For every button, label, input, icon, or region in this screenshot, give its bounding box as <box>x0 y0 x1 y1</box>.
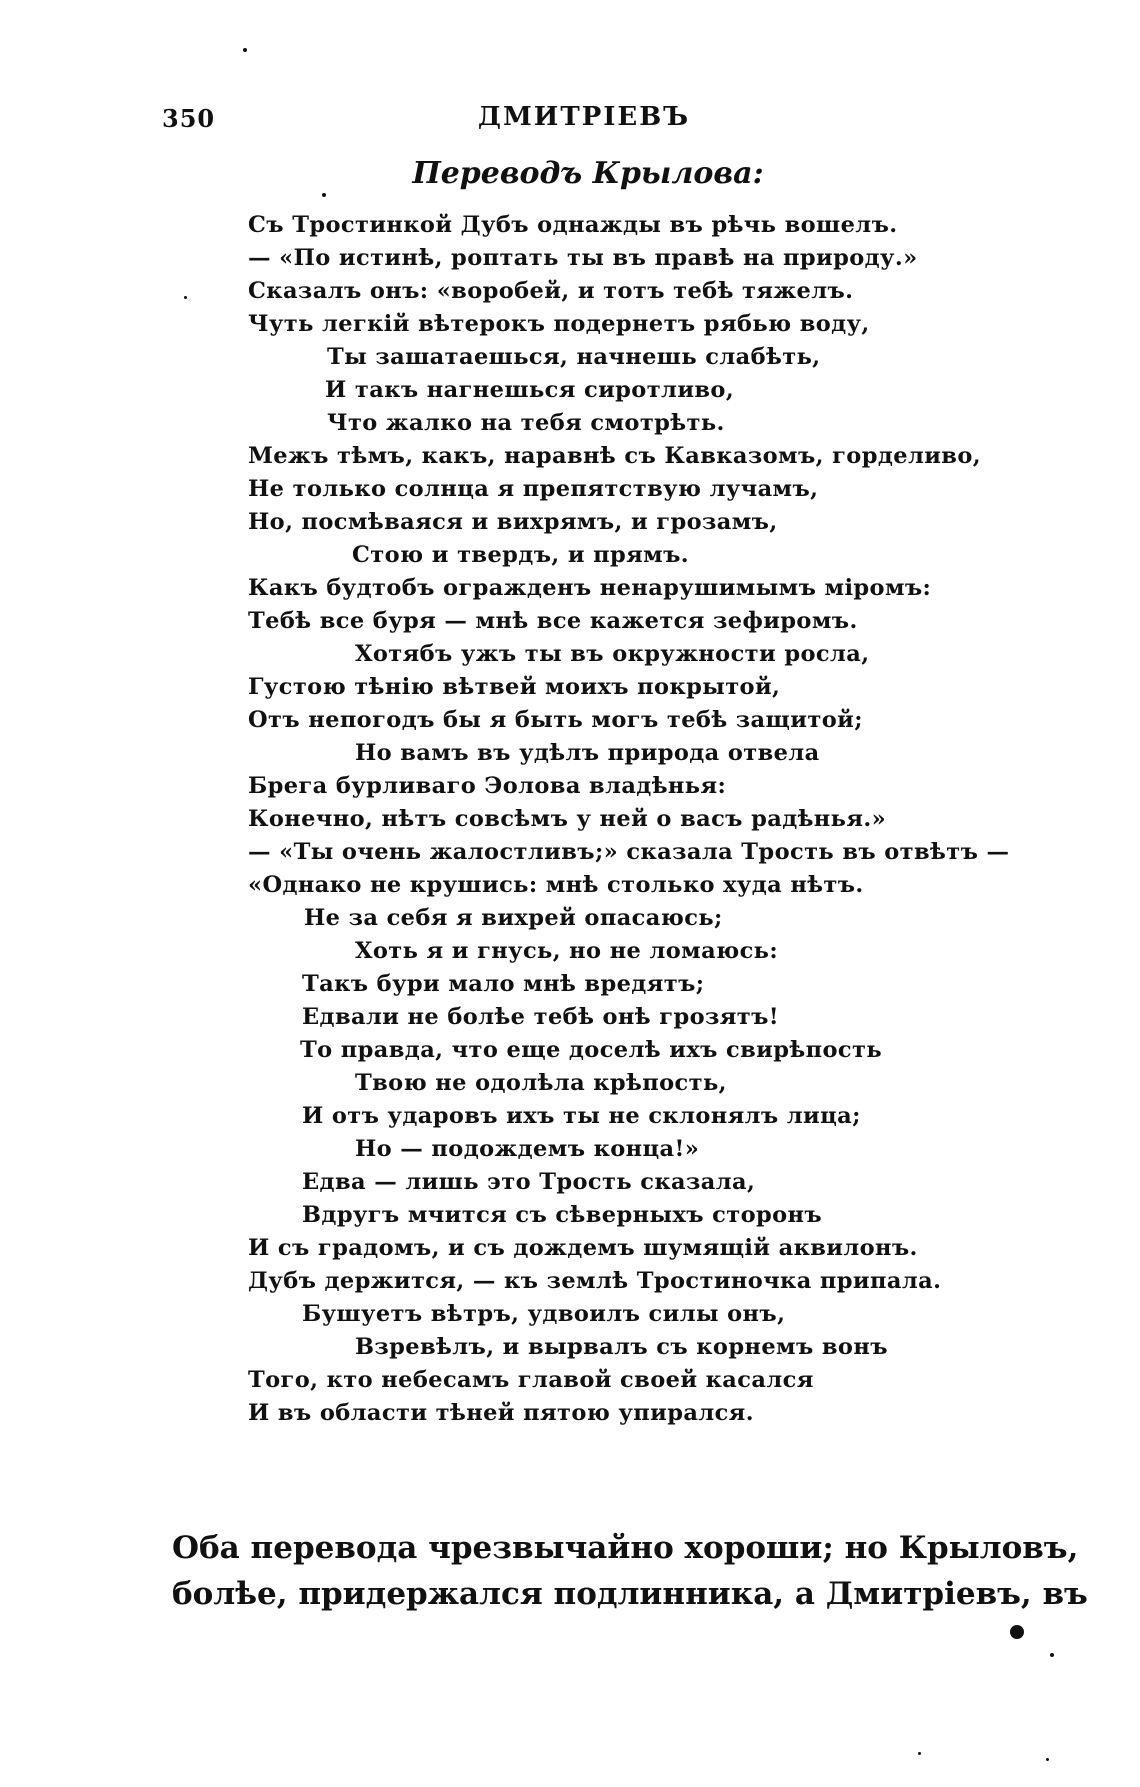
ink-speck <box>918 1752 921 1755</box>
running-title-text: ДМИТРІЕВЪ <box>477 102 691 132</box>
poem-line: И отъ ударовъ ихъ ты не склонялъ лица; <box>302 1103 861 1129</box>
prose-line: болѣе, придержался подлинника, а Дмитріевъ, въ <box>172 1576 1088 1612</box>
prose-line: Оба перевода чрезвычайно хороши; но Крыловъ, <box>172 1530 1079 1566</box>
poem-line: И въ области тѣней пятою упирался. <box>248 1400 754 1426</box>
poem-line: Того, кто небесамъ главой своей касался <box>248 1367 814 1393</box>
poem-line: Отъ непогодъ бы я быть могъ тебѣ защитой; <box>248 707 863 733</box>
poem-line: Межъ тѣмъ, какъ, наравнѣ съ Кавказомъ, горделиво, <box>248 443 981 469</box>
poem-line: Взревѣлъ, и вырвалъ съ корнемъ вонъ <box>355 1334 888 1360</box>
poem-line: Хоть я и гнусь, но не ломаюсь: <box>355 938 779 964</box>
poem-line: Вдругъ мчится съ сѣверныхъ сторонъ <box>302 1202 823 1228</box>
ink-speck <box>1010 1625 1024 1639</box>
page-number: 350 <box>162 104 216 133</box>
poem-line: И такъ нагнешься сиротливо, <box>325 377 735 403</box>
poem-line: Густою тѣнію вѣтвей моихъ покрытой, <box>248 674 781 700</box>
poem-line: Хотябъ ужъ ты въ окружности росла, <box>355 641 870 667</box>
poem-line: Не только солнца я препятствую лучамъ, <box>248 476 819 502</box>
ink-speck <box>243 48 247 52</box>
poem-line: Какъ будтобъ огражденъ ненарушимымъ міромъ: <box>248 575 932 601</box>
ink-speck <box>184 296 187 299</box>
poem-line: Но, посмѣваяся и вихрямъ, и грозамъ, <box>248 509 778 535</box>
poem-line: — «Ты очень жалостливъ;» сказала Трость въ отвѣтъ — <box>248 839 1010 865</box>
ink-speck <box>1046 1758 1049 1761</box>
subheading <box>0 156 1140 191</box>
poem-line: Такъ бури мало мнѣ вредятъ; <box>302 971 705 997</box>
running-title <box>0 102 1140 132</box>
poem-line: Не за себя я вихрей опасаюсь; <box>304 905 723 931</box>
poem-line: Едвали не болѣе тебѣ онѣ грозятъ! <box>302 1004 780 1030</box>
poem-line: Конечно, нѣтъ совсѣмъ у ней о васъ радѣнья.» <box>248 806 887 832</box>
poem-line: «Однако не крушись: мнѣ столько худа нѣтъ. <box>248 872 864 898</box>
poem-line: Тебѣ все буря — мнѣ все кажется зефиромъ. <box>248 608 858 634</box>
poem-line: — «По истинѣ, роптать ты въ правѣ на природу.» <box>248 245 918 271</box>
poem-line: Едва — лишь это Трость сказала, <box>302 1169 756 1195</box>
poem-line: Съ Тростинкой Дубъ однажды въ рѣчь вошелъ. <box>248 212 898 238</box>
poem-line: Ты зашатаешься, начнешь слабѣть, <box>327 344 821 370</box>
poem-line: Дубъ держится, — къ землѣ Тростиночка припала. <box>248 1268 942 1294</box>
poem-line: И съ градомъ, и съ дождемъ шумящій аквилонъ. <box>248 1235 918 1261</box>
poem-line: Но вамъ въ удѣлъ природа отвела <box>355 740 820 766</box>
poem-line: Стою и твердъ, и прямъ. <box>352 542 690 568</box>
poem-line: Что жалко на тебя смотрѣть. <box>327 410 725 436</box>
poem-line: Чуть легкій вѣтерокъ подернетъ рябью воду, <box>248 311 870 337</box>
ink-speck <box>1050 1653 1054 1657</box>
poem-line: То правда, что еще доселѣ ихъ свирѣпость <box>300 1037 882 1063</box>
poem-line: Твою не одолѣла крѣпость, <box>355 1070 727 1096</box>
poem-line: Но — подождемъ конца!» <box>355 1136 700 1162</box>
subheading-text: Переводъ Крылова: <box>412 156 764 191</box>
ink-speck <box>322 193 326 197</box>
poem-line: Сказалъ онъ: «воробей, и тотъ тебѣ тяжелъ. <box>248 278 854 304</box>
poem-line: Брега бурливаго Эолова владѣнья: <box>248 773 727 799</box>
poem-line: Бушуетъ вѣтръ, удвоилъ силы онъ, <box>302 1301 786 1327</box>
